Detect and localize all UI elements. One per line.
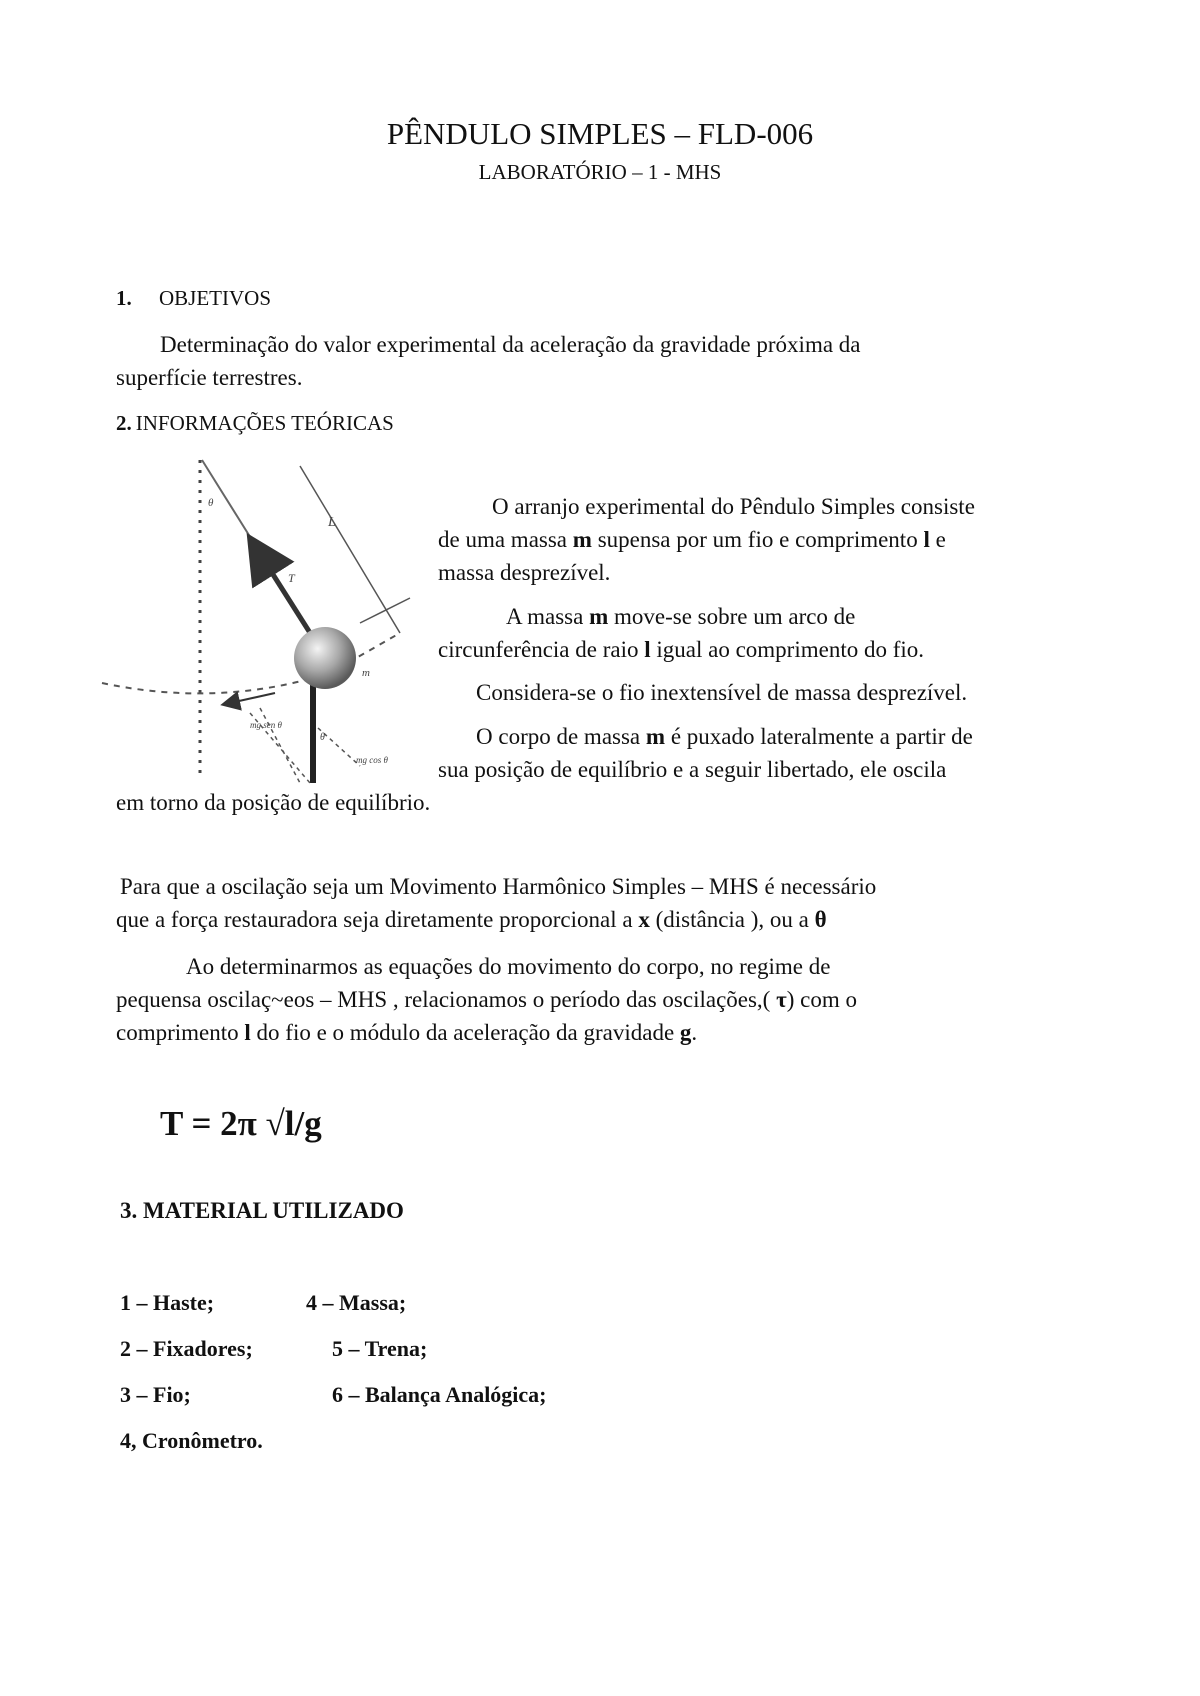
svg-text:θ: θ [208, 497, 214, 509]
text-span: move-se sobre um arco de [608, 604, 856, 629]
section2-heading-text: INFORMAÇÕES TEÓRICAS [135, 411, 394, 435]
text-span: do fio e o módulo da aceleração da gravidade [250, 1020, 680, 1045]
symbol-theta: θ [814, 907, 827, 932]
symbol-l: l [244, 1020, 251, 1045]
section1-number: 1. [116, 286, 132, 310]
text-span: pequensa oscilaç~eos – MHS , relacionamos o período das oscilações,( [116, 987, 777, 1012]
theory-para2-line2 [438, 633, 924, 666]
section2-heading [116, 411, 394, 436]
tension-arrow [260, 554, 312, 636]
text-span: . [691, 1020, 698, 1045]
pendulum-mass [294, 627, 356, 689]
section2-number: 2. [116, 411, 132, 435]
text-span: A massa [506, 604, 590, 629]
svg-text:T: T [288, 571, 295, 585]
theory-para5-line1: Para que a oscilação seja um Movimento Harmônico Simples – MHS é necessário [120, 874, 877, 899]
text-span: é puxado lateralmente a partir de [665, 724, 973, 749]
text-span: O corpo de massa [476, 724, 646, 749]
svg-text:θ: θ [320, 732, 325, 743]
symbol-l: l [923, 527, 930, 552]
symbol-m: m [589, 604, 609, 629]
text-span: que a força restauradora seja diretamente proporcional a [116, 907, 639, 932]
symbol-m: m [572, 527, 592, 552]
objective-line2: superfície terrestres. [116, 365, 303, 390]
svg-text:m: m [362, 667, 370, 679]
material-item: 4, Cronômetro. [120, 1428, 263, 1453]
symbol-tau: τ [776, 987, 787, 1012]
symbol-x: x [638, 907, 650, 932]
material-item: 3 – Fio; [120, 1382, 191, 1407]
theory-para3: Considera-se o fio inextensível de massa desprezível. [476, 680, 968, 705]
theory-para4-line3: em torno da posição de equilíbrio. [116, 790, 431, 815]
document-subtitle: LABORATÓRIO – 1 - MHS [478, 160, 722, 184]
text-span: (distância ), ou a [649, 907, 815, 932]
material-item: 1 – Haste; [120, 1290, 215, 1315]
theory-para2-line1 [506, 600, 855, 633]
theory-para4-line2: sua posição de equilíbrio e a seguir libertado, ele oscila [438, 757, 947, 782]
theory-para4-line1 [476, 720, 973, 753]
text-span: e [929, 527, 946, 552]
section3-heading: 3. MATERIAL UTILIZADO [120, 1198, 404, 1223]
material-item: 4 – Massa; [306, 1290, 407, 1315]
symbol-g: g [679, 1020, 692, 1045]
theory-para6-line2 [116, 983, 857, 1016]
text-span: ) com o [786, 987, 857, 1012]
length-dimension-line [300, 466, 400, 633]
theory-para6-line3 [116, 1016, 697, 1049]
section1-heading-text: OBJETIVOS [159, 286, 272, 310]
svg-text:L: L [328, 515, 336, 530]
symbol-l: l [644, 637, 651, 662]
text-span: comprimento [116, 1020, 245, 1045]
text-span: igual ao comprimento do fio. [650, 637, 925, 662]
text-span: supensa por um fio e comprimento [591, 527, 924, 552]
svg-text:mg cos θ: mg cos θ [356, 755, 388, 765]
theory-para1-line1: O arranjo experimental do Pêndulo Simples consiste [492, 494, 975, 519]
svg-text:mg sen θ: mg sen θ [250, 720, 282, 730]
theory-para1-line2 [438, 523, 946, 556]
period-formula: T = 2π √l/g [160, 1104, 322, 1143]
theory-para6-line1: Ao determinarmos as equações do movimento do corpo, no regime de [186, 954, 831, 979]
section1-heading [116, 286, 271, 311]
theory-para5-line2 [116, 903, 827, 936]
material-item: 5 – Trena; [332, 1336, 428, 1361]
text-span: de uma massa [438, 527, 573, 552]
symbol-m: m [645, 724, 666, 749]
theory-para1-line3: massa desprezível. [438, 560, 611, 585]
document-title: PÊNDULO SIMPLES – FLD-006 [386, 116, 814, 151]
pendulum-diagram-icon [100, 458, 440, 788]
objective-line1: Determinação do valor experimental da aceleração da gravidade próxima da [160, 332, 861, 357]
material-item: 6 – Balança Analógica; [332, 1382, 547, 1407]
text-span: circunferência de raio [438, 637, 645, 662]
material-item: 2 – Fixadores; [120, 1336, 253, 1361]
